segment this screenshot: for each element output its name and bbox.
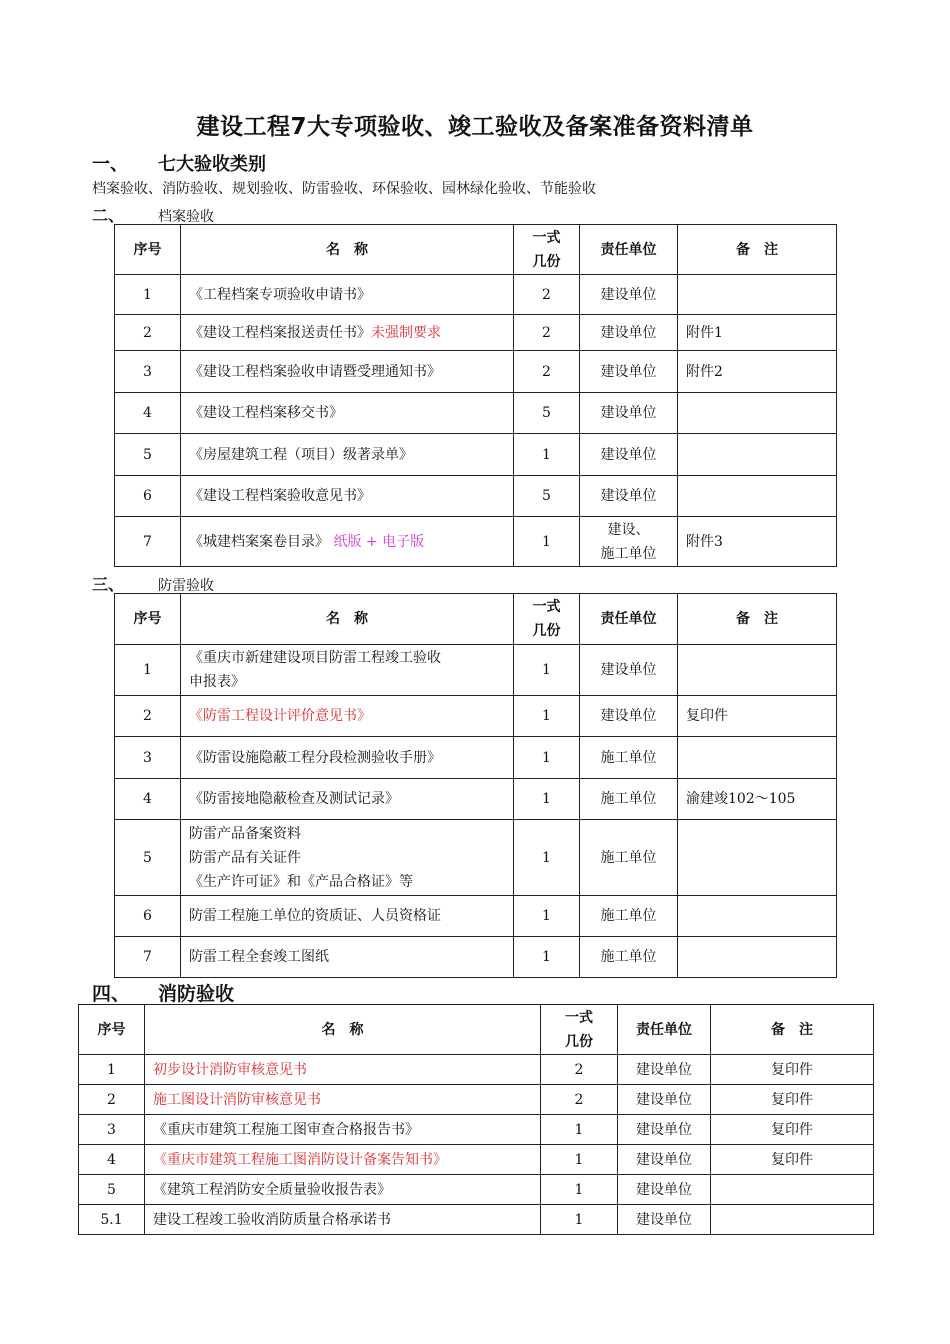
row-copies: 1 [514,434,580,476]
row-unit: 建设单位 [618,1175,711,1205]
row-copies: 2 [514,315,580,351]
page-title: 建设工程7大专项验收、竣工验收及备案准备资料清单 [196,114,754,140]
row-unit: 施工单位 [580,896,678,937]
row-note: 附件3 [678,517,837,567]
row-copies: 1 [541,1115,618,1145]
row-seq: 2 [79,1085,145,1115]
row-copies: 1 [541,1175,618,1205]
row-name: 《重庆市建筑工程施工图审查合格报告书》 [145,1115,541,1145]
row-name: 《建设工程档案验收意见书》 [181,476,514,517]
row-seq: 1 [79,1055,145,1085]
row-name-line1: 《重庆市新建建设项目防雷工程竣工验收 [189,650,441,666]
row-seq: 7 [115,517,181,567]
row-name: 《建设工程档案移交书》 [181,393,514,434]
header-name: 名 称 [181,594,514,645]
row-note [678,737,837,779]
row-seq: 1 [115,645,181,696]
table-row [79,1115,874,1145]
row-name: 建设工程竣工验收消防质量合格承诺书 [145,1205,541,1235]
row-seq: 5.1 [79,1205,145,1235]
row-copies: 1 [514,517,580,567]
row-name [181,645,514,696]
table-row [115,737,837,779]
section-3-title: 防雷验收 [158,578,214,594]
row-copies: 2 [541,1085,618,1115]
row-name: 《建筑工程消防安全质量验收报告表》 [145,1175,541,1205]
header-unit: 责任单位 [618,1005,711,1055]
row-unit: 施工单位 [580,820,678,896]
row-name-line2: 申报表》 [189,674,245,690]
header-unit: 责任单位 [580,594,678,645]
row-name: 防雷工程全套竣工图纸 [181,937,514,978]
row-copies: 2 [514,351,580,393]
row-seq: 3 [79,1115,145,1145]
row-copies: 5 [514,393,580,434]
row-name: 《防雷接地隐蔽检查及测试记录》 [181,779,514,820]
row-unit: 建设单位 [580,393,678,434]
table-row [79,1205,874,1235]
header-copies-line1: 一式 [565,1009,593,1026]
header-seq: 序号 [115,594,181,645]
row-unit [580,517,678,567]
row-copies: 1 [514,696,580,737]
row-unit-line2: 施工单位 [600,545,657,562]
row-unit: 建设单位 [580,696,678,737]
table-row [115,779,837,820]
header-copies [514,225,580,275]
row-note: 复印件 [711,1085,874,1115]
row-unit: 建设单位 [618,1115,711,1145]
row-name-line3: 《生产许可证》和《产品合格证》等 [189,873,413,890]
header-note: 备 注 [678,594,837,645]
header-name: 名 称 [181,225,514,275]
row-name: 施工图设计消防审核意见书 [145,1085,541,1115]
row-seq: 4 [115,779,181,820]
table-row [115,315,837,351]
row-name-line1: 防雷产品备案资料 [189,825,301,842]
header-seq: 序号 [115,225,181,275]
row-note [678,896,837,937]
row-seq: 2 [115,696,181,737]
row-seq: 4 [115,393,181,434]
row-name-text: 《城建档案案卷目录》 [189,533,329,550]
row-name [181,820,514,896]
row-name: 《重庆市建筑工程施工图消防设计备案告知书》 [145,1145,541,1175]
row-unit: 建设单位 [618,1145,711,1175]
acceptance-types: 档案验收、消防验收、规划验收、防雷验收、环保验收、园林绿化验收、节能验收 [92,181,596,197]
row-note [678,820,837,896]
row-seq: 2 [115,315,181,351]
table-header-row [79,1005,874,1055]
row-seq: 4 [79,1145,145,1175]
row-name [181,517,514,567]
row-note [678,476,837,517]
section-3-number: 三、 [92,575,125,594]
section-3-heading [92,572,214,595]
table-row [79,1175,874,1205]
row-unit: 建设单位 [618,1205,711,1235]
section-4-number: 四、 [92,983,131,1005]
table-header-row [115,225,837,275]
table-row [79,1145,874,1175]
header-copies-line2: 几份 [565,1033,593,1050]
row-unit: 施工单位 [580,779,678,820]
row-copies: 2 [514,275,580,315]
table-row [115,937,837,978]
table-row [115,393,837,434]
header-note: 备 注 [678,225,837,275]
row-unit: 建设单位 [618,1055,711,1085]
header-copies-line2: 几份 [532,623,561,639]
row-note [678,434,837,476]
table-row [115,645,837,696]
row-name: 《工程档案专项验收申请书》 [181,275,514,315]
row-copies: 1 [514,896,580,937]
table-row [115,896,837,937]
row-seq: 3 [115,351,181,393]
section-1-heading [92,150,266,176]
table-row [115,696,837,737]
section-2-heading [92,203,214,226]
row-note [711,1205,874,1235]
row-copies: 1 [514,737,580,779]
row-note: 复印件 [711,1145,874,1175]
row-copies: 1 [514,779,580,820]
row-note: 附件1 [678,315,837,351]
row-copies: 5 [514,476,580,517]
row-note: 复印件 [711,1115,874,1145]
row-seq: 5 [115,820,181,896]
header-name: 名 称 [145,1005,541,1055]
row-name: 《防雷工程设计评价意见书》 [181,696,514,737]
row-copies: 1 [514,937,580,978]
row-unit: 建设单位 [580,476,678,517]
row-unit: 施工单位 [580,737,678,779]
row-unit-line1: 建设、 [607,521,650,538]
row-seq: 1 [115,275,181,315]
row-name: 初步设计消防审核意见书 [145,1055,541,1085]
row-name [181,315,514,351]
row-unit: 建设单位 [580,315,678,351]
row-unit: 建设单位 [580,275,678,315]
table-row [115,820,837,896]
section-4-title: 消防验收 [158,983,235,1005]
row-copies: 2 [541,1055,618,1085]
row-unit: 建设单位 [580,351,678,393]
table-row [115,476,837,517]
row-unit: 建设单位 [580,645,678,696]
section-2-title: 档案验收 [158,209,214,225]
table-header-row [115,594,837,645]
header-copies-line1: 一式 [532,229,561,246]
row-note: 复印件 [711,1055,874,1085]
lightning-protection-table [114,593,837,978]
section-4-heading [92,979,234,1006]
row-note: 附件2 [678,351,837,393]
row-note [678,645,837,696]
row-name: 防雷工程施工单位的资质证、人员资格证 [181,896,514,937]
row-copies: 1 [541,1145,618,1175]
row-seq: 5 [79,1175,145,1205]
fire-acceptance-table [78,1004,874,1235]
section-2-number: 二、 [92,206,125,225]
row-note: 渝建竣102～105 [678,779,837,820]
table-row [115,434,837,476]
header-note: 备 注 [711,1005,874,1055]
row-note: 复印件 [678,696,837,737]
row-seq: 7 [115,937,181,978]
row-unit: 建设单位 [618,1085,711,1115]
header-copies [514,594,580,645]
row-unit: 施工单位 [580,937,678,978]
row-note [678,275,837,315]
row-unit: 建设单位 [580,434,678,476]
row-name: 《房屋建筑工程（项目）级著录单》 [181,434,514,476]
row-copies: 1 [514,820,580,896]
row-seq: 3 [115,737,181,779]
row-copies: 1 [514,645,580,696]
row-seq: 6 [115,896,181,937]
table-row [79,1085,874,1115]
row-name-remark: 纸版 + 电子版 [329,533,425,550]
header-copies-line1: 一式 [532,599,561,615]
row-name-text: 《建设工程档案报送责任书》 [189,324,371,341]
table-row [115,517,837,567]
table-row [115,351,837,393]
header-copies-line2: 几份 [532,253,561,270]
table-row [79,1055,874,1085]
row-note [678,937,837,978]
row-note [678,393,837,434]
row-name: 《防雷设施隐蔽工程分段检测验收手册》 [181,737,514,779]
row-seq: 5 [115,434,181,476]
table-row [115,275,837,315]
row-copies: 1 [541,1205,618,1235]
section-1-title: 七大验收类别 [158,154,266,175]
section-1-number: 一、 [92,154,128,175]
archive-acceptance-table [114,224,837,567]
row-name-remark: 未强制要求 [371,324,441,341]
header-copies [541,1005,618,1055]
row-name-line2: 防雷产品有关证件 [189,849,301,866]
header-unit: 责任单位 [580,225,678,275]
row-name: 《建设工程档案验收申请暨受理通知书》 [181,351,514,393]
header-seq: 序号 [79,1005,145,1055]
row-note [711,1175,874,1205]
row-seq: 6 [115,476,181,517]
